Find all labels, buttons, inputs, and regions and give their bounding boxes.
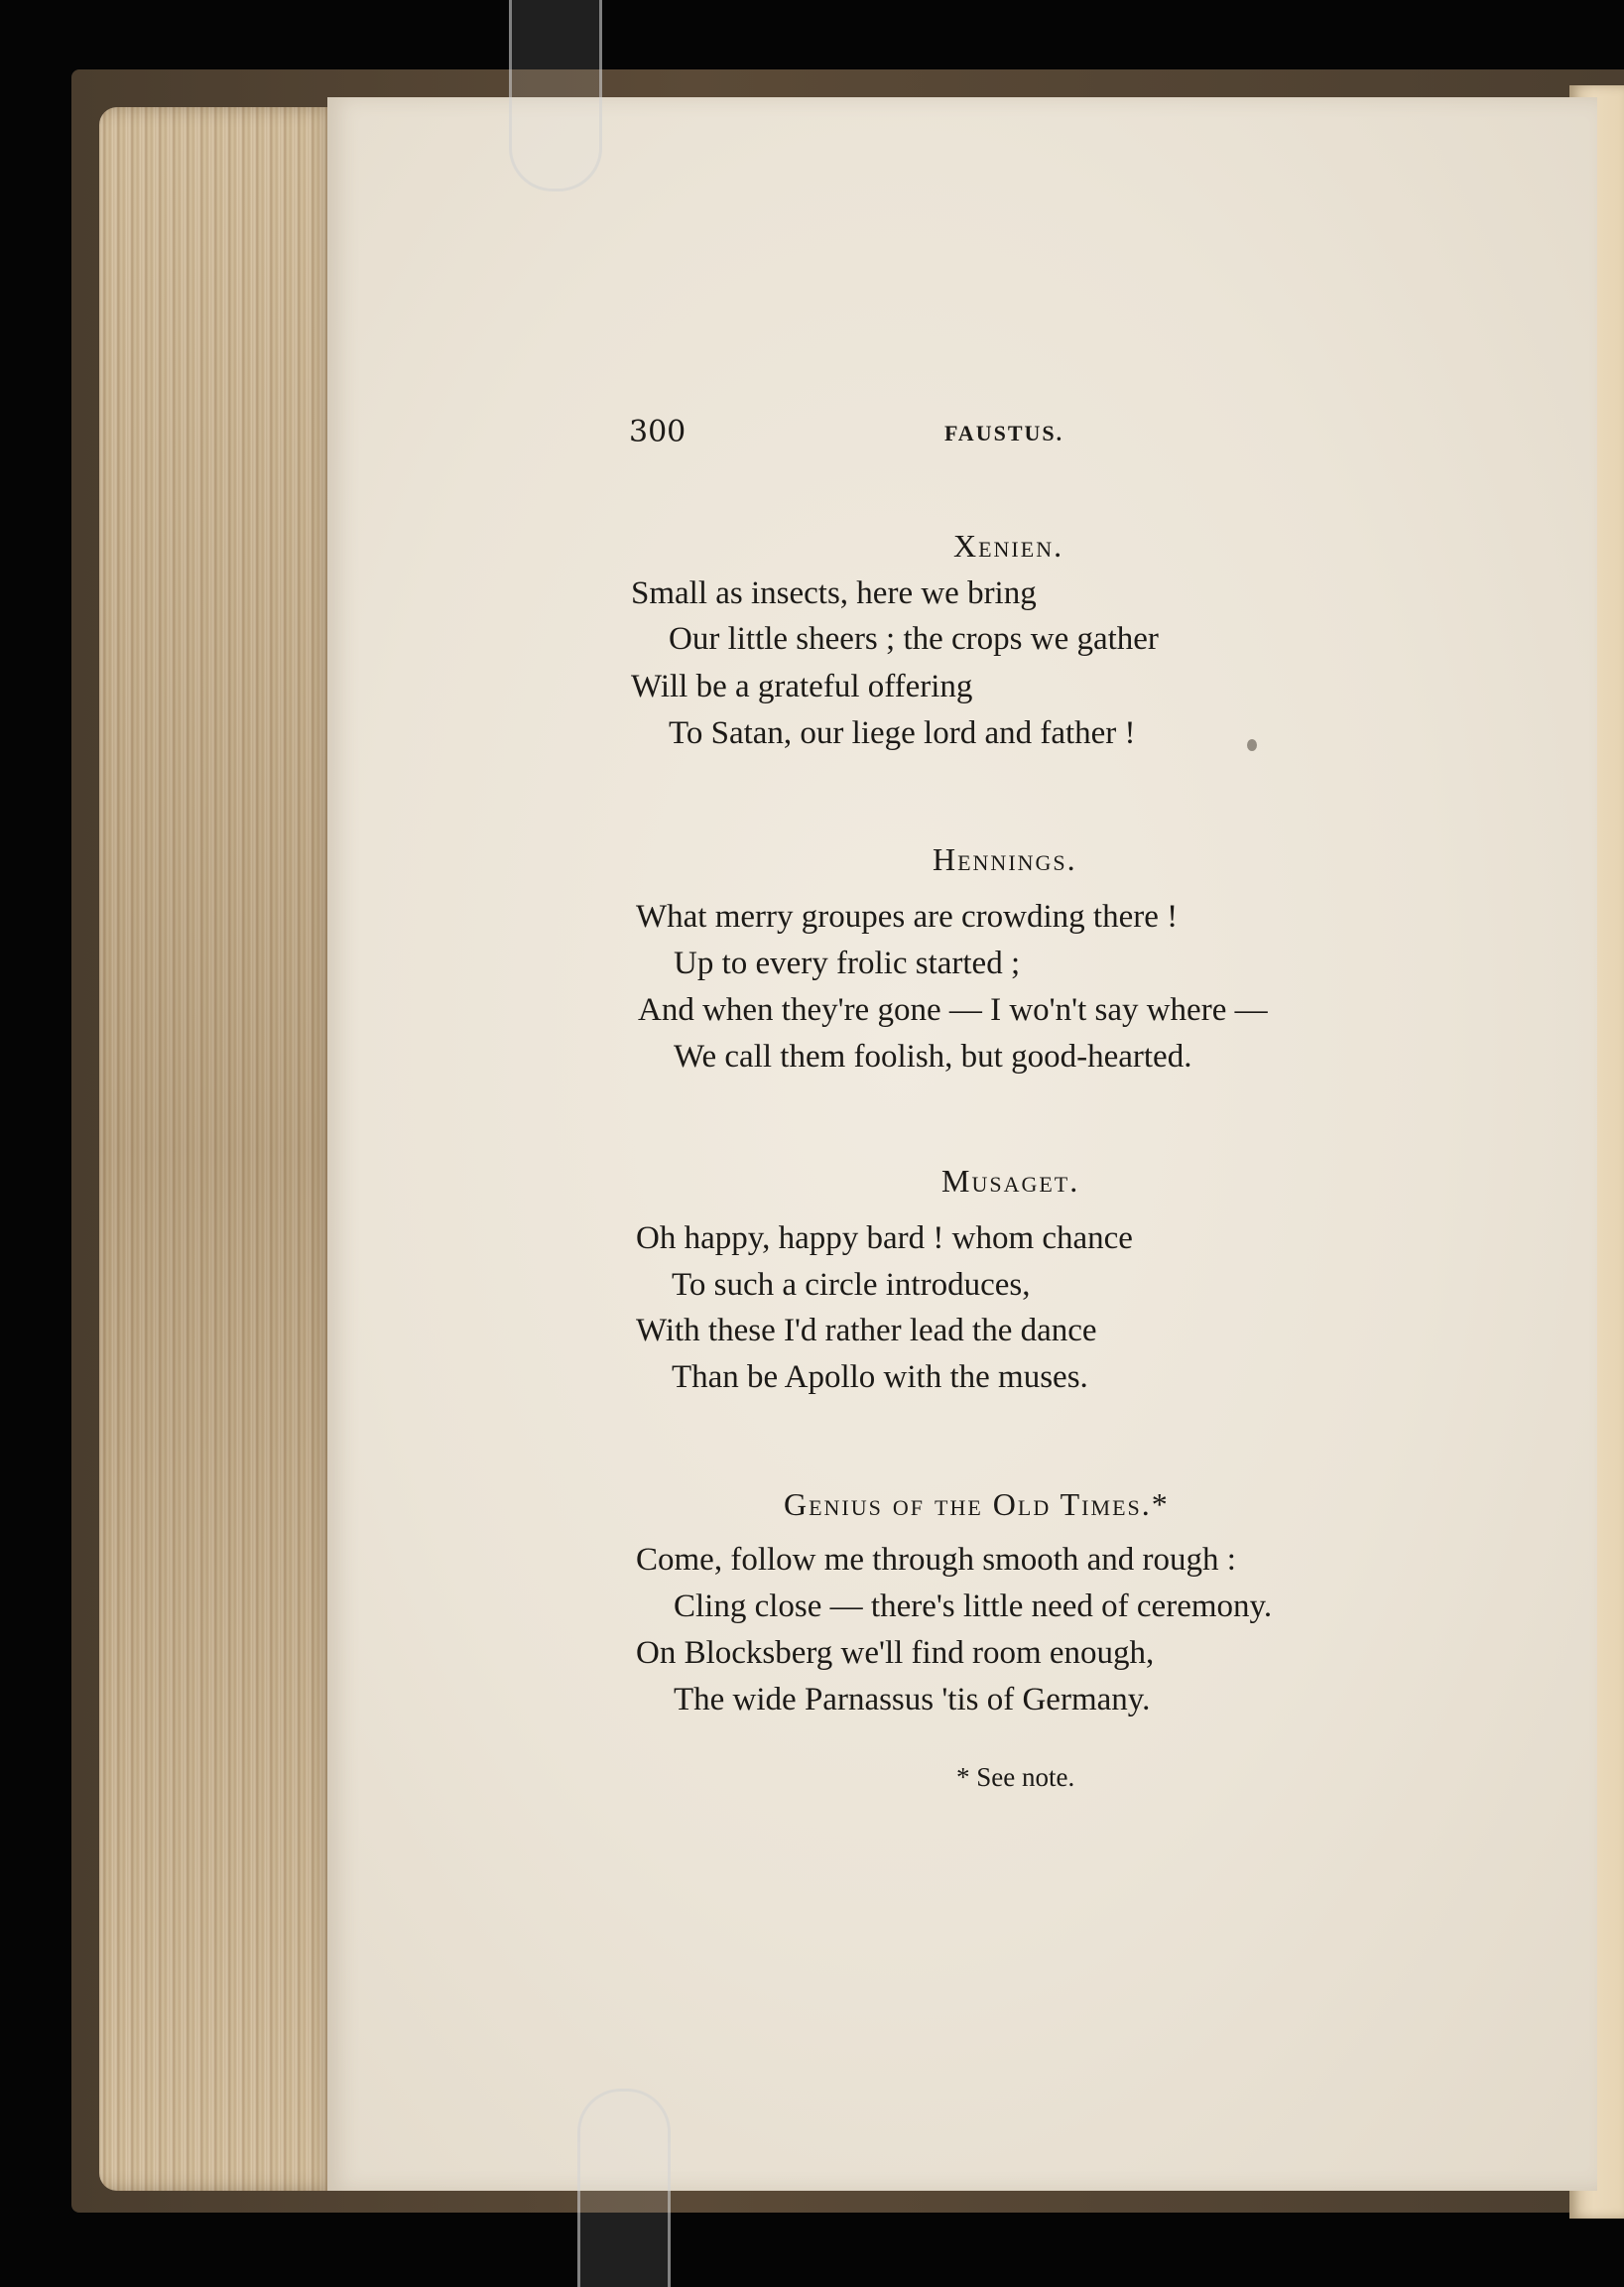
verse-line: On Blocksberg we'll find room enough, <box>636 1635 1155 1671</box>
verse-line: With these I'd rather lead the dance <box>636 1313 1097 1348</box>
verse-line: What merry groupes are crowding there ! <box>636 899 1179 935</box>
verse-line: And when they're gone — I wo'n't say where — <box>638 992 1268 1028</box>
verse-line: To Satan, our liege lord and father ! <box>669 715 1136 751</box>
page-number: 300 <box>629 415 687 449</box>
running-title: FAUSTUS. <box>944 421 1064 445</box>
verse-line: Oh happy, happy bard ! whom chance <box>636 1220 1133 1256</box>
paper-speck <box>1247 739 1257 751</box>
verse-line: Will be a grateful offering <box>631 669 973 704</box>
verse-line: Cling close — there's little need of ceremony. <box>674 1588 1273 1624</box>
verse-line: The wide Parnassus 'tis of Germany. <box>674 1682 1151 1717</box>
stanza-heading: Hennings. <box>933 841 1077 877</box>
verse-line: Than be Apollo with the muses. <box>672 1359 1088 1395</box>
stanza-heading: Musaget. <box>941 1163 1080 1199</box>
page-clip-top <box>509 0 602 191</box>
page-edges <box>99 107 337 2191</box>
verse-line: Small as insects, here we bring <box>631 575 1037 611</box>
verse-line: Up to every frolic started ; <box>674 946 1021 981</box>
verse-line: To such a circle introduces, <box>672 1267 1031 1303</box>
verse-line: Come, follow me through smooth and rough : <box>636 1542 1236 1578</box>
book-page <box>327 97 1597 2191</box>
footnote: * See note. <box>956 1762 1075 1792</box>
stanza-heading: Genius of the Old Times.* <box>784 1486 1170 1522</box>
page-clip-bottom <box>577 2089 671 2287</box>
verse-line: We call them foolish, but good-hearted. <box>674 1039 1192 1075</box>
verse-line: Our little sheers ; the crops we gather <box>669 621 1159 657</box>
stanza-heading: Xenien. <box>953 528 1064 564</box>
